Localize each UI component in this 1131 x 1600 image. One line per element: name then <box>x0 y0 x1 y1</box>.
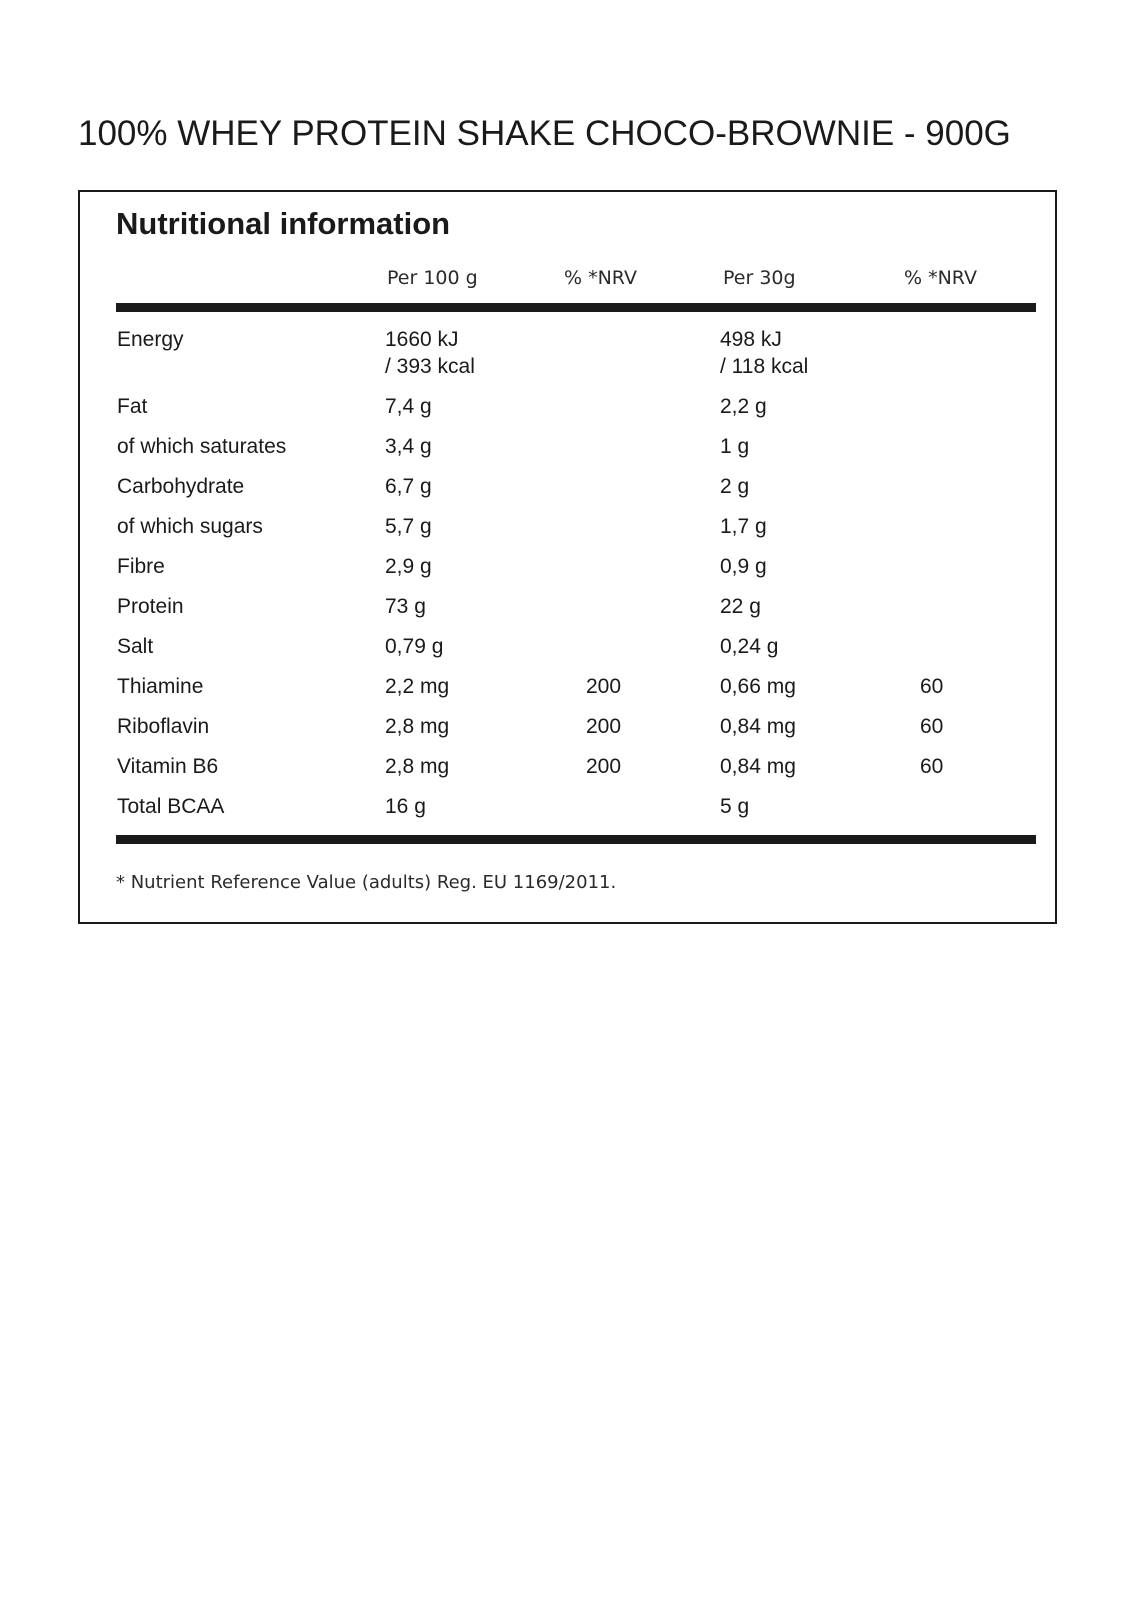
value-per-100g: 16 g <box>385 795 426 818</box>
value-per-100g: 2,2 mg <box>385 675 450 698</box>
nrv-per-100g: 200 <box>586 755 622 778</box>
value-per-30g-line2: / 118 kcal <box>720 355 809 378</box>
value-per-100g: 6,7 g <box>385 475 432 498</box>
nrv-per-30g: 60 <box>920 715 944 738</box>
value-per-100g-line2: / 393 kcal <box>385 355 475 378</box>
nrv-per-100g: 200 <box>586 675 622 698</box>
header-divider <box>116 303 1036 312</box>
nutrient-name: of which sugars <box>117 515 263 538</box>
value-per-30g: 0,9 g <box>720 555 767 578</box>
footer-divider <box>116 835 1036 844</box>
nutrient-name: Vitamin B6 <box>117 755 219 778</box>
value-per-30g: 0,84 mg <box>720 715 796 738</box>
value-per-30g: 1,7 g <box>720 515 767 538</box>
column-header-per-30g: Per 30g <box>723 267 796 289</box>
value-per-30g: 1 g <box>720 435 750 458</box>
nutrient-name: Salt <box>117 635 154 658</box>
value-per-30g: 5 g <box>720 795 750 818</box>
nrv-per-30g: 60 <box>920 755 944 778</box>
nutrient-name: Energy <box>117 328 184 351</box>
nutrient-name: Protein <box>117 595 184 618</box>
nrv-per-30g: 60 <box>920 675 944 698</box>
value-per-30g: 0,66 mg <box>720 675 796 698</box>
value-per-30g: 498 kJ <box>720 328 782 351</box>
value-per-100g: 3,4 g <box>385 435 432 458</box>
value-per-100g: 5,7 g <box>385 515 432 538</box>
value-per-100g: 2,9 g <box>385 555 432 578</box>
nutrient-name: Total BCAA <box>117 795 225 818</box>
value-per-100g: 7,4 g <box>385 395 432 418</box>
nutrient-name: Fibre <box>117 555 165 578</box>
value-per-30g: 22 g <box>720 595 761 618</box>
value-per-100g: 2,8 mg <box>385 755 450 778</box>
footnote: * Nutrient Reference Value (adults) Reg. EU 1169/2011. <box>116 872 617 893</box>
value-per-100g: 2,8 mg <box>385 715 450 738</box>
value-per-100g: 73 g <box>385 595 426 618</box>
column-header-per-100g: Per 100 g <box>387 267 478 289</box>
value-per-30g: 0,24 g <box>720 635 779 658</box>
value-per-30g: 2 g <box>720 475 750 498</box>
nutrient-name: Thiamine <box>117 675 204 698</box>
panel-heading: Nutritional information <box>116 206 451 241</box>
value-per-30g: 2,2 g <box>720 395 767 418</box>
value-per-100g: 1660 kJ <box>385 328 459 351</box>
value-per-30g: 0,84 mg <box>720 755 796 778</box>
nutrient-name: Carbohydrate <box>117 475 245 498</box>
nutrient-name: of which saturates <box>117 435 287 458</box>
nutrient-name: Riboflavin <box>117 715 210 738</box>
nutrition-panel <box>78 190 1057 924</box>
product-title: 100% WHEY PROTEIN SHAKE CHOCO-BROWNIE - 900G <box>78 114 1011 153</box>
nrv-per-100g: 200 <box>586 715 622 738</box>
column-header-nrv-30g: % *NRV <box>904 267 977 289</box>
column-header-nrv-100g: % *NRV <box>564 267 637 289</box>
value-per-100g: 0,79 g <box>385 635 444 658</box>
nutrient-name: Fat <box>117 395 148 418</box>
